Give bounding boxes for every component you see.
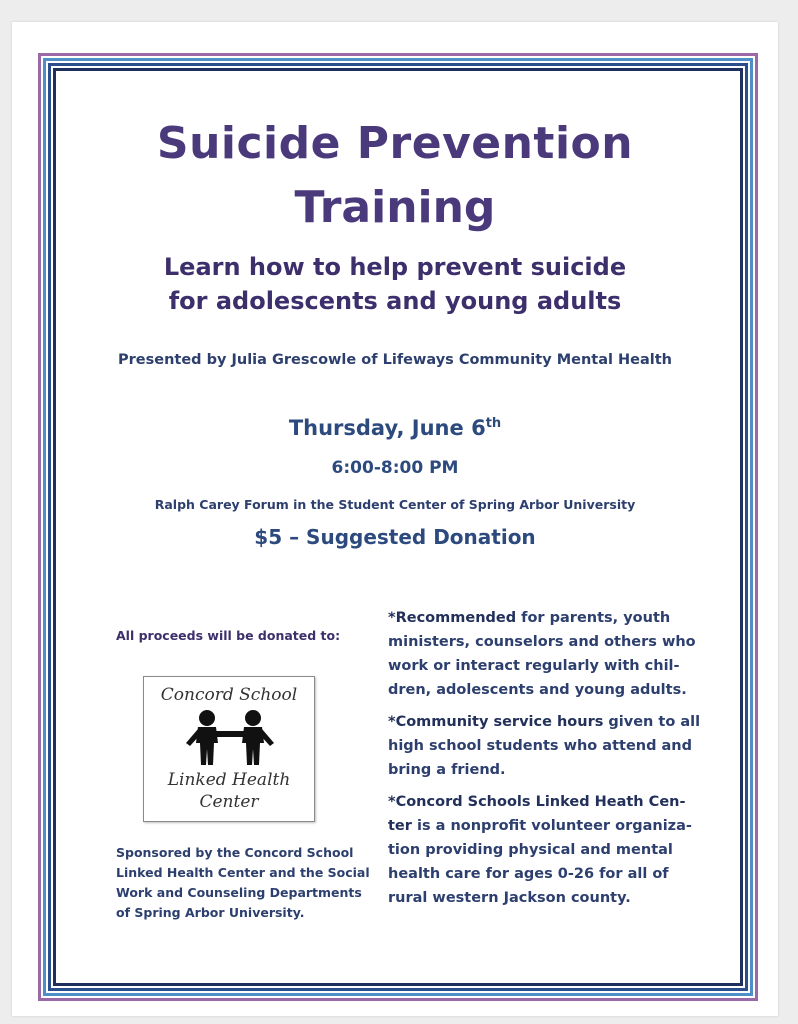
logo-bottom-line-2: Center (199, 792, 259, 812)
event-venue: Ralph Carey Forum in the Student Center of Spring Arbor University (154, 497, 636, 512)
info-concord-center-text: is a nonprofit volunteer organiza-tion providing physical and mental health care for ages 0-26 for all of rural western Jackson county. (388, 818, 692, 906)
presenter-text: Presented by Julia Grescowle of Lifeways Community Mental Health (118, 352, 672, 368)
logo-top-text: Concord School (160, 685, 298, 705)
donation-text: $5 – Suggested Donation (254, 525, 536, 549)
event-date-suffix: th (485, 416, 502, 431)
logo-bottom-line-1: Linked Health (167, 770, 291, 790)
logo-bottom-text (144, 769, 314, 813)
concord-school-logo (143, 676, 315, 822)
subtitle-line-2: for adolescents and young adults (168, 287, 622, 315)
info-recommended-text: for parents, youth ministers, counselors and others who work or interact regularly with chil-dren, adolescents and young adults. (388, 610, 696, 698)
event-date (60, 416, 730, 440)
title-line-2: Training (294, 182, 496, 233)
info-service-hours-lead: *Community service hours (388, 714, 604, 730)
info-concord-center-lead: *Concord Schools Linked Heath Cen-ter (388, 794, 686, 834)
event-time: 6:00-8:00 PM (331, 458, 459, 478)
sponsor-text: Sponsored by the Concord School Linked Health Center and the Social Work and Counseling Departments of Spring Arbor University. (116, 845, 370, 920)
info-service-hours (388, 710, 708, 782)
people-figures-icon (180, 709, 280, 767)
title-line-1: Suicide Prevention (156, 118, 634, 169)
subtitle-line-1: Learn how to help prevent suicide (163, 253, 627, 281)
event-date-text: Thursday, June 6 (288, 416, 486, 440)
info-recommended (388, 606, 708, 702)
info-recommended-lead: *Recommended (388, 610, 517, 626)
info-service-hours-text: given to all high school students who attend and bring a friend. (388, 714, 701, 778)
info-concord-center (388, 790, 708, 910)
proceeds-label: All proceeds will be donated to: (116, 628, 341, 643)
